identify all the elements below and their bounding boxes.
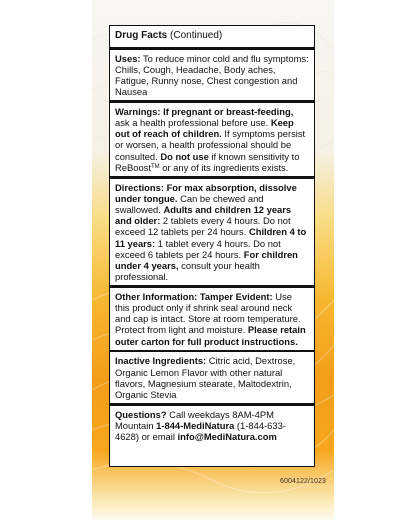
directions-text-1: Can be chewed and swallowed. xyxy=(115,192,264,215)
trademark-symbol: TM xyxy=(150,163,160,170)
adults-heading: Adults and children 12 years and older: xyxy=(115,203,292,227)
phone-number: 1-844-MediNatura xyxy=(156,419,235,431)
do-not-use: Do not use xyxy=(160,150,209,162)
section-divider xyxy=(110,176,314,179)
warnings-text-3: if known sensitivity to ReBoost xyxy=(115,150,300,173)
directions-heading: Directions: For max absorption, dissolve under tongue. xyxy=(115,181,297,204)
other-information-heading: Other Information: Tamper Evident: xyxy=(115,290,273,302)
section-divider xyxy=(110,100,314,103)
warnings-text-2: If symptoms persist or worsen, a health professional should be consulted. xyxy=(115,128,306,162)
inactive-ingredients-heading: Inactive Ingredients: xyxy=(115,355,207,367)
under-four-heading: For children under 4 years, xyxy=(115,248,298,271)
product-label xyxy=(92,0,334,520)
warnings-heading: Warnings: If pregnant or breast-feeding, xyxy=(115,105,294,117)
inactive-ingredients-text: Citric acid, Dextrose, Organic Lemon Flavor with other natural flavors, Magnesium stearate, Maltodextrin, Organic Stevia xyxy=(115,355,296,400)
lot-code: 6004122/1023 xyxy=(280,478,326,485)
drug-facts-panel xyxy=(109,25,315,467)
children-heading: Children 4 to 11 years: xyxy=(115,226,307,249)
questions-text: Call weekdays 8AM-4PM Mountain xyxy=(115,408,274,431)
section-divider xyxy=(110,350,314,353)
warnings-text-4: or any of its ingredients exists. xyxy=(159,161,289,173)
retain-carton-note: Please retain outer carton for full product instructions. xyxy=(115,324,306,347)
inactive-ingredients-section xyxy=(115,355,309,400)
questions-section xyxy=(115,409,309,443)
section-divider xyxy=(110,285,314,288)
uses-section xyxy=(115,53,309,98)
right-margin xyxy=(406,0,416,520)
section-divider xyxy=(110,403,314,406)
directions-text-4: consult your health professional. xyxy=(115,259,260,283)
directions-section xyxy=(115,182,309,283)
warnings-text-1: ask a health professional before use. xyxy=(115,117,271,129)
drug-facts-title xyxy=(115,30,309,42)
uses-heading: Uses: xyxy=(115,52,141,64)
left-margin xyxy=(0,0,10,520)
other-information-text: Use this product only if shrink seal around neck and cap is intact. Store at room temperature. Protect from light and moisture. xyxy=(115,290,301,336)
warnings-section xyxy=(115,106,309,173)
phone-alt-text: (1-844-633-4628) or email xyxy=(115,419,286,443)
email-address: info@MediNatura.com xyxy=(177,431,277,443)
keep-out-of-reach: Keep out of reach of children. xyxy=(115,117,294,140)
directions-text-3: 1 tablet every 4 hours. Do not exceed 6 tablets per 24 hours. xyxy=(115,237,281,260)
uses-text: To reduce minor cold and flu symptoms: Chills, Cough, Headache, Body aches, Fatigue, Runny nose, Chest congestion and Nausea xyxy=(115,52,309,98)
questions-heading: Questions? xyxy=(115,408,167,420)
drug-facts-title-bold: Drug Facts xyxy=(115,30,168,41)
other-information-section xyxy=(115,291,309,347)
drug-facts-title-continued: (Continued) xyxy=(167,30,223,41)
directions-text-2: 2 tablets every 4 hours. Do not exceed 12 tablets per 24 hours. xyxy=(115,215,291,238)
section-divider xyxy=(110,47,314,50)
